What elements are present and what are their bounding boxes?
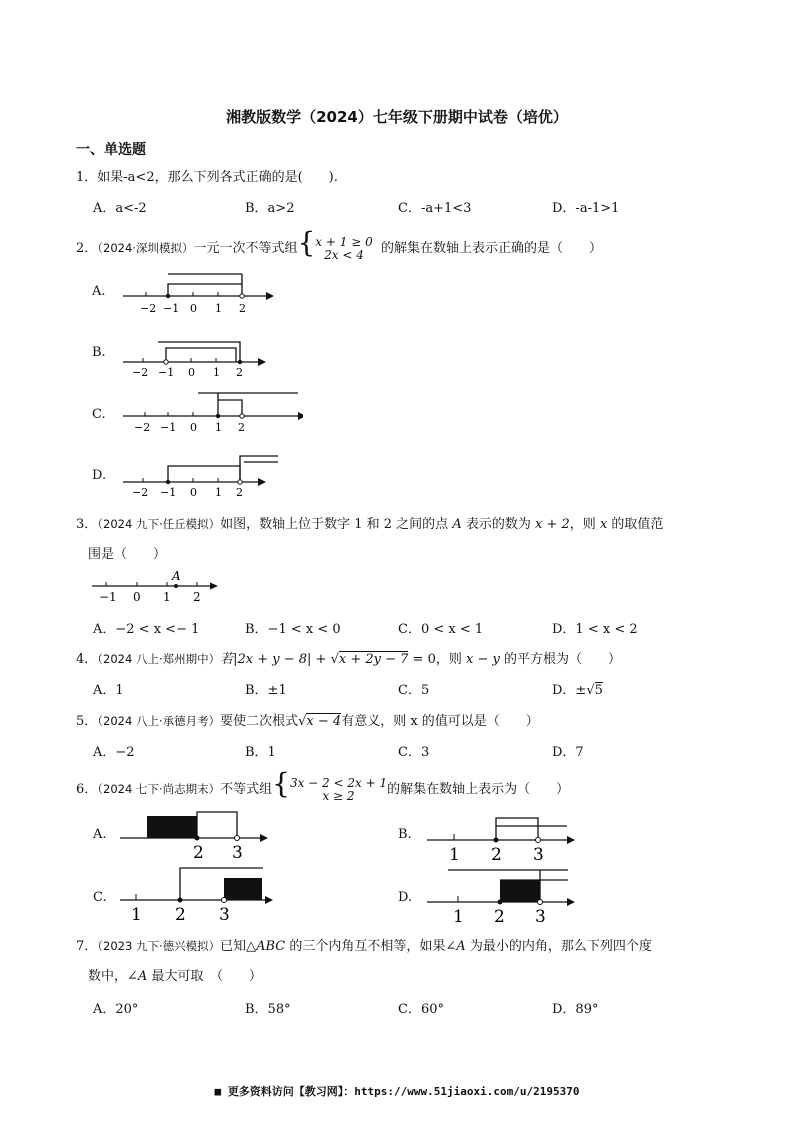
q2-number-line-a [118,268,283,318]
q6-number-line-d [422,868,582,926]
q-stem: 要使二次根式 [220,714,299,729]
q3-option-b: B．−1 < x < 0 [245,622,341,637]
q6-option-c-label: C. [93,890,107,905]
section-heading: 一、单选题 [76,142,146,158]
tick-label: −2 [132,486,149,499]
q6-option-d-label: D. [398,890,413,905]
system-line: 2x < 4 [324,247,364,262]
sqrt-sign: √ [298,714,307,729]
radicand: x − 4 [306,714,342,729]
tick-label: 1 [215,486,222,499]
q-stem: 如果-a<2，那么下列各式正确的是( ). [97,170,338,185]
system-line: x + 1 ≥ 0 [315,234,373,249]
question-7 [76,935,652,954]
q-stem: 最大可取 （ ） [151,969,262,984]
radicand: x + 2y − 7 [338,652,409,667]
question-7-cont [88,965,262,984]
tick-label: 1 [163,590,171,604]
q6-number-line-a [115,806,275,862]
q1-option-a: A．a<-2 [93,201,147,216]
tick-label: 3 [533,845,544,864]
tick-label: −1 [160,421,177,434]
q-stem: 的解集在数轴上表示正确的是（ ） [380,241,602,256]
tick-label: 0 [190,486,197,499]
tick-label: 2 [239,302,246,315]
q-source: （2024·深圳模拟） [97,241,194,255]
q7-option-b: B．58° [245,1002,291,1017]
q4-option-a: A．1 [93,683,124,698]
tick-label: 1 [213,366,220,379]
page-title: 湘教版数学（2024）七年级下册期中试卷（培优） [226,108,568,126]
tick-label: 0 [190,421,197,434]
q-stem: 数中，∠ [88,969,138,984]
q-number: 7． [76,939,98,954]
tick-label: 2 [193,590,201,604]
question-2 [76,226,602,262]
q6-option-a-label: A. [93,827,107,842]
q-stem: ，则 [569,517,596,532]
q6-option-b-label: B. [398,827,412,842]
q-stem: 有意义，则 x 的值可以是（ ） [341,714,539,729]
q7-option-d: D．89° [552,1002,599,1017]
tick-label: 0 [188,366,195,379]
tick-label: 1 [449,845,460,864]
math-expr: x − y [465,652,500,667]
q-stem: 的取值范 [611,517,664,532]
tick-label: −2 [132,366,149,379]
q2-option-a-label: A. [92,284,106,299]
q-source: （2024 七下·尚志期末） [97,782,221,796]
tick-label: 2 [494,907,505,926]
q3-option-d: D．1 < x < 2 [552,622,638,637]
footer-link[interactable]: ■ 更多资料访问【教习网】：https://www.51jiaoxi.com/u/2195370 [214,1085,580,1098]
tick-label: −1 [163,302,180,315]
tick-label: 3 [535,907,546,926]
tick-label: 1 [215,302,222,315]
q4-option-d [552,679,603,698]
math-var: A [456,939,466,954]
q1-option-d: D．-a-1>1 [552,201,620,216]
q-stem: 的解集在数轴上表示为（ ） [387,782,570,797]
inequality-system [315,236,372,262]
inequality-system [290,777,387,803]
tick-label: 2 [193,843,204,862]
q-source: （2024 八上·郑州期中） [97,652,221,666]
tick-label: −2 [134,421,151,434]
q-source: （2024 八上·承德月考） [97,714,221,728]
q3-number-line [90,570,230,606]
q5-option-c: C．3 [398,745,430,760]
math-var: A [137,969,148,984]
q2-option-b-label: B. [92,345,106,360]
q6-number-line-b [422,806,582,864]
tick-label: 1 [215,421,222,434]
tick-label: 1 [131,905,142,924]
brace: { [297,226,316,259]
q-number: 1． [76,170,98,185]
q5-option-a: A．−2 [93,745,135,760]
math-expr: 若|2x + y − 8| + [220,652,331,667]
tick-label: −1 [160,486,177,499]
q-number: 4． [76,652,98,667]
tick-label: 2 [236,366,243,379]
q-stem: 的平方根为（ ） [503,652,621,667]
sqrt-sign: √ [586,683,595,698]
q1-option-b: B．a>2 [245,201,295,216]
question-4 [76,648,621,667]
radicand: 5 [594,683,603,698]
q4-option-b: B．±1 [245,683,287,698]
q2-option-d-label: D. [92,468,107,483]
tick-label: 0 [133,590,141,604]
tick-label: −1 [158,366,175,379]
q-stem: 为最小的内角，那么下列四个度 [469,939,652,954]
tick-label: −1 [99,590,117,604]
system-line: x ≥ 2 [322,788,355,803]
math-var: x [599,517,608,532]
q6-number-line-c [115,864,280,924]
q-stem: 的三个内角互不相等，如果∠ [289,939,457,954]
q-stem: 如图，数轴上位于数字 1 和 2 之间的点 [220,517,449,532]
q-number: 5． [76,714,98,729]
option-text: D．± [552,683,587,698]
tick-label: 2 [175,905,186,924]
question-6 [76,767,570,803]
math-var: ABC [256,939,286,954]
q4-option-c: C．5 [398,683,430,698]
q2-number-line-b [118,330,283,380]
q7-option-c: C．60° [398,1002,444,1017]
question-3-cont: 围是（ ） [88,547,167,562]
q-stem: 已知△ [220,939,257,954]
q3-option-a: A．−2 < x <− 1 [93,622,200,637]
q1-option-c: C．-a+1<3 [398,201,472,216]
system-line: 3x − 2 < 2x + 1 [289,775,388,790]
tick-label: 0 [190,302,197,315]
q3-option-c: C．0 < x < 1 [398,622,484,637]
question-5 [76,710,539,729]
sqrt-sign: √ [330,652,339,667]
question-3 [76,513,663,532]
q-number: 2． [76,241,98,256]
tick-label: −2 [140,302,157,315]
tick-label: 3 [219,905,230,924]
q5-option-d: D．7 [552,745,584,760]
brace: { [272,767,290,800]
tick-label: 2 [236,486,243,499]
q7-option-a: A．20° [93,1002,139,1017]
tick-label: 3 [232,843,243,862]
math-expr: x + 2 [535,517,570,532]
q5-option-b: B．1 [245,745,276,760]
q-number: 6． [76,782,98,797]
q2-option-c-label: C. [92,407,106,422]
q2-number-line-d [118,448,283,500]
q-source: （2024 九下·任丘模拟） [97,517,221,531]
question-1 [76,166,338,185]
q-number: 3． [76,517,98,532]
q2-number-line-c [118,384,303,436]
q-stem: = 0，则 [408,652,462,667]
tick-label: 2 [491,845,502,864]
tick-label: 1 [453,907,464,926]
tick-label: 2 [238,421,245,434]
q-stem: 不等式组 [220,782,273,797]
q-stem: 一元一次不等式组 [193,241,298,256]
q-stem: 表示的数为 [465,517,531,532]
math-var: A [452,517,462,532]
point-label: A [172,570,181,583]
q-source: （2023 九下·德兴模拟） [97,939,221,953]
